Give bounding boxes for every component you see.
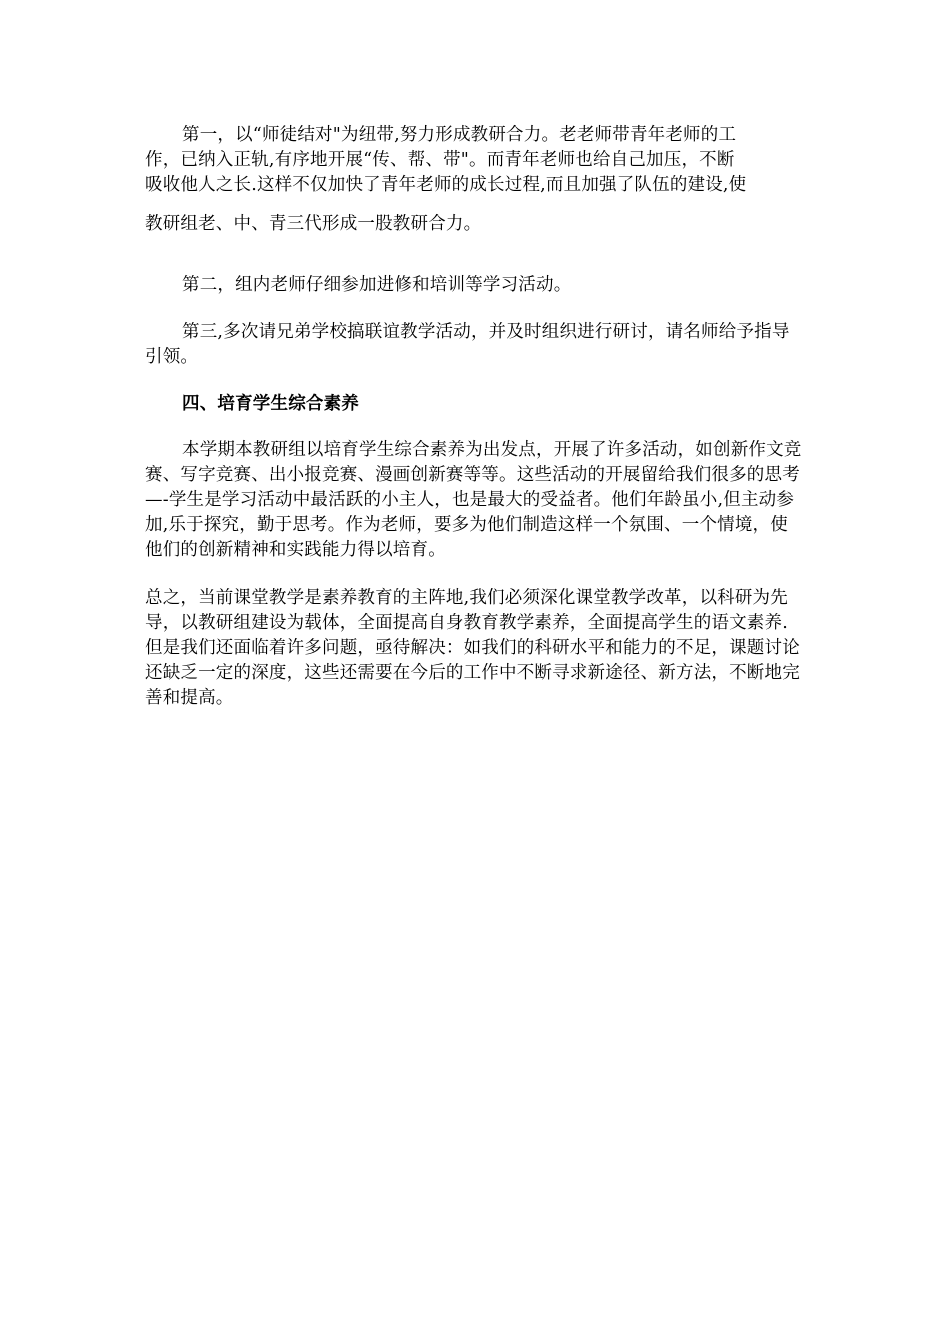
paragraph-exchange: 第三,多次请兄弟学校搞联谊教学活动，并及时组织进行研讨，请名师给予指导引领。 xyxy=(145,322,790,367)
section-heading: 四、培育学生综合素养 xyxy=(182,394,359,414)
paragraph-mentorship-line-3: 吸收他人之长.这样不仅加快了青年老师的成长过程,而且加强了队伍的建设,使 xyxy=(145,175,747,195)
paragraph-mentorship-line-4: 教研组老、中、青三代形成一股教研合力。 xyxy=(145,214,482,234)
paragraph-mentorship-line-2: 作，已纳入正轨,有序地开展“传、帮、带"。而青年老师也给自己加压，不断 xyxy=(145,150,735,170)
paragraph-training: 第二，组内老师仔细参加进修和培训等学习活动。 xyxy=(182,275,572,295)
paragraph-conclusion: 总之，当前课堂教学是素养教育的主阵地,我们必须深化课堂教学改革，以科研为先导，以教研组建设为载体，全面提高自身教育教学素养，全面提高学生的语文素养.但是我们还面临着许多问题，亟待解决：如我们的科研水平和能力的不足，课题讨论还缺乏一定的深度，这些还需要在今后的工作中不断寻求新途径、新方法，不断地完善和提高。 xyxy=(145,588,800,708)
paragraph-mentorship-line-1: 第一，以“师徒结对"为纽带,努力形成教研合力。老老师带青年老师的工 xyxy=(182,125,737,145)
paragraph-mentorship xyxy=(145,123,805,237)
paragraph-student-literacy: 本学期本教研组以培育学生综合素养为出发点，开展了许多活动，如创新作文竞赛、写字竞赛、出小报竞赛、漫画创新赛等等。这些活动的开展留给我们很多的思考—-学生是学习活动中最活跃的小主人，也是最大的受益者。他们年龄虽小,但主动参加,乐于探究，勤于思考。作为老师，要多为他们制造这样一个氛围、一个情境，使他们的创新精神和实践能力得以培育。 xyxy=(145,440,802,560)
